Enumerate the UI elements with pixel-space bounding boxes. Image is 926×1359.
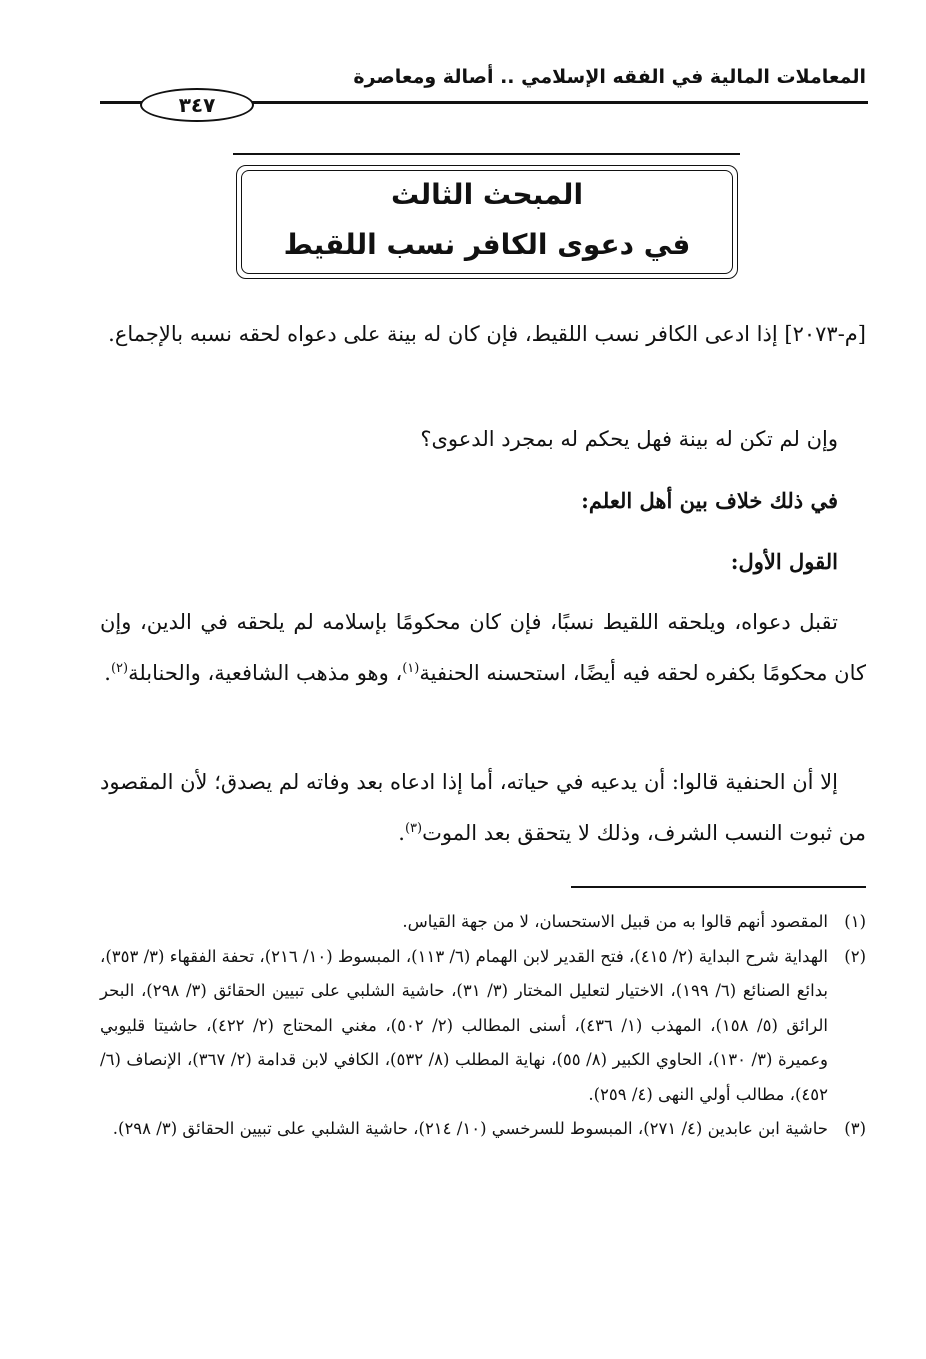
paragraph-text (100, 757, 866, 859)
section-title-line-2: في دعوى الكافر نسب اللقيط (283, 228, 691, 261)
page-number-oval: ٣٤٧ (140, 88, 254, 122)
opinion-heading: القول الأول: (730, 549, 838, 574)
footnote-3 (100, 1112, 866, 1147)
text-run: إلا أن الحنفية قالوا: أن يدعيه في حياته، أما إذا ادعاه بعد وفاته لم يصدق؛ لأن المقصود من ثبوت النسب الشرف، وذلك لا يتحقق بعد الموت (100, 770, 866, 845)
text-run: تقبل دعواه، ويلحقه اللقيط نسبًا، فإن كان محكومًا بإسلامه لم يلحقه في الدين، وإن كان محكومًا بكفره لحقه فيه أيضًا، استحسنه الحنفية (100, 610, 866, 685)
footnote-2 (100, 940, 866, 1113)
footnote-text: الهداية شرح البداية (٢/ ٤١٥)، فتح القدير لابن الهمام (٦/ ١١٣)، المبسوط (١٠/ ٢١٦)، تحفة الفقهاء (٣/ ٣٥٣)، بدائع الصنائع (٦/ ١٩٩)، الاختيار لتعليل المختار (٣/ ٣١)، حاشية الشلبي على تبيين الحقائق (٣/ ٢٩٨)، البحر الرائق (٥/ ١٥٨)، المهذب (١/ ٤٣٦)، أسنى المطالب (٢/ ٥٠٢)، مغني المحتاج (٢/ ٤٢٢)، حاشيتا قليوبي وعميرة (٣/ ١٣٠)، الحاوي الكبير (٨/ ٥٥)، نهاية المطلب (٨/ ٥٣٢)، الكافي لابن قدامة (٢/ ٣٦٧)، الإنصاف (٦/ ٤٥٢)، مطالب أولي النهى (٤/ ٢٥٩). (100, 946, 829, 1104)
paragraph-2 (100, 414, 866, 465)
paragraph-text: في ذلك خلاف بين أهل العلم: (581, 488, 838, 513)
footnote-1 (100, 905, 866, 940)
paragraph-text: [م-٢٠٧٣] إذا ادعى الكافر نسب اللقيط، فإن كان له بينة على دعواه لحقه نسبه بالإجماع. (108, 322, 866, 346)
footnote-number: (١) (844, 912, 866, 931)
paragraph-text (100, 597, 866, 699)
footnotes (100, 905, 866, 1147)
text-run: ، وهو مذهب الشافعية، والحنابلة (128, 661, 403, 685)
footnote-separator (571, 886, 866, 888)
footnote-number: (٢) (844, 946, 866, 966)
footnote-number: (٣) (844, 1119, 866, 1138)
text-run: . (104, 661, 111, 685)
footnote-text: حاشية ابن عابدين (٤/ ٢٧١)، المبسوط للسرخسي (١٠/ ٢١٤)، حاشية الشلبي على تبيين الحقائق (٣/ ٢٩٨). (112, 1119, 828, 1138)
running-header-title: المعاملات المالية في الفقه الإسلامي .. أصالة ومعاصرة (353, 66, 866, 88)
footnote-ref-1: (١) (402, 661, 420, 676)
title-top-rule (233, 153, 740, 155)
paragraph-4-heading (100, 536, 866, 587)
section-title-box (236, 165, 738, 279)
footnote-text: المقصود أنهم قالوا به من قبيل الاستحسان، لا من جهة القياس. (402, 912, 828, 931)
paragraph-3 (100, 475, 866, 526)
section-title-line-1: المبحث الثالث (390, 178, 584, 211)
paragraph-6 (100, 757, 866, 859)
footnote-ref-2: (٢) (110, 661, 129, 676)
paragraph-1 (100, 309, 866, 360)
text-run: . (398, 821, 405, 845)
paragraph-5 (100, 597, 866, 699)
footnote-ref-3: (٣) (404, 821, 423, 836)
paragraph-text: وإن لم تكن له بينة فهل يحكم له بمجرد الدعوى؟ (420, 427, 838, 451)
